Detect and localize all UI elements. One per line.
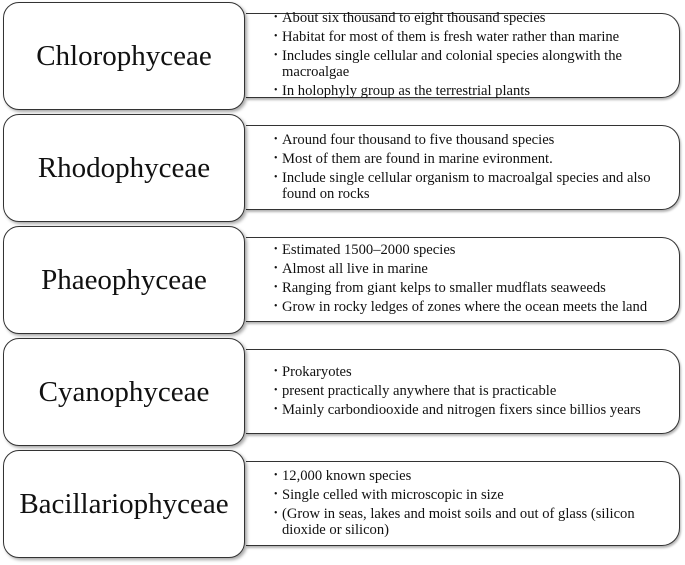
bullet-item: • Prokaryotes [274, 364, 679, 380]
bullet-item: • Around four thousand to five thousand species [274, 132, 679, 148]
class-name: Bacillariophyceae [19, 487, 229, 520]
class-name-box [3, 114, 245, 222]
class-row [0, 2, 685, 112]
class-details-box [246, 237, 680, 322]
bullet-list [274, 131, 679, 205]
bullet-item: • In holophyly group as the terrestrial plants [274, 83, 679, 99]
bullet-item: • Most of them are found in marine evironment. [274, 151, 679, 167]
class-name-box [3, 2, 245, 110]
class-name: Phaeophyceae [41, 263, 207, 296]
bullet-item: • Grow in rocky ledges of zones where the ocean meets the land [274, 299, 679, 315]
bullet-item: • About six thousand to eight thousand species [274, 10, 679, 26]
class-details-box [246, 10, 680, 99]
class-name-box [3, 338, 245, 446]
bullet-item: • present practically anywhere that is practicable [274, 383, 679, 399]
class-name: Rhodophyceae [37, 151, 211, 184]
class-row [0, 114, 685, 224]
bullet-item: • Includes single cellular and colonial species alongwith the macroalgae [274, 48, 679, 80]
class-name-box [3, 450, 245, 558]
class-details-box [246, 461, 680, 546]
bullet-item: • Estimated 1500–2000 species [274, 242, 679, 258]
bullet-item: • Include single cellular organism to macroalgal species and also found on rocks [274, 170, 679, 202]
class-details-box [246, 349, 680, 434]
class-row [0, 450, 685, 560]
bullet-item: • Almost all live in marine [274, 261, 679, 277]
class-details-box [246, 125, 680, 210]
bullet-item: • (Grow in seas, lakes and moist soils and out of glass (silicon dioxide or silicon) [274, 506, 679, 538]
bullet-list [274, 363, 679, 421]
bullet-item: • Single celled with microscopic in size [274, 487, 679, 503]
bullet-list [274, 241, 679, 318]
class-name-box [3, 226, 245, 334]
class-row [0, 338, 685, 448]
bullet-list [274, 9, 679, 102]
bullet-item: • Mainly carbondiooxide and nitrogen fixers since billios years [274, 402, 679, 418]
bullet-list [274, 467, 679, 541]
class-name: Cyanophyceae [38, 375, 210, 408]
class-row [0, 226, 685, 336]
bullet-item: • 12,000 known species [274, 468, 679, 484]
bullet-item: • Habitat for most of them is fresh water rather than marine [274, 29, 679, 45]
class-name: Chlorophyceae [36, 39, 212, 72]
bullet-item: • Ranging from giant kelps to smaller mudflats seaweeds [274, 280, 679, 296]
